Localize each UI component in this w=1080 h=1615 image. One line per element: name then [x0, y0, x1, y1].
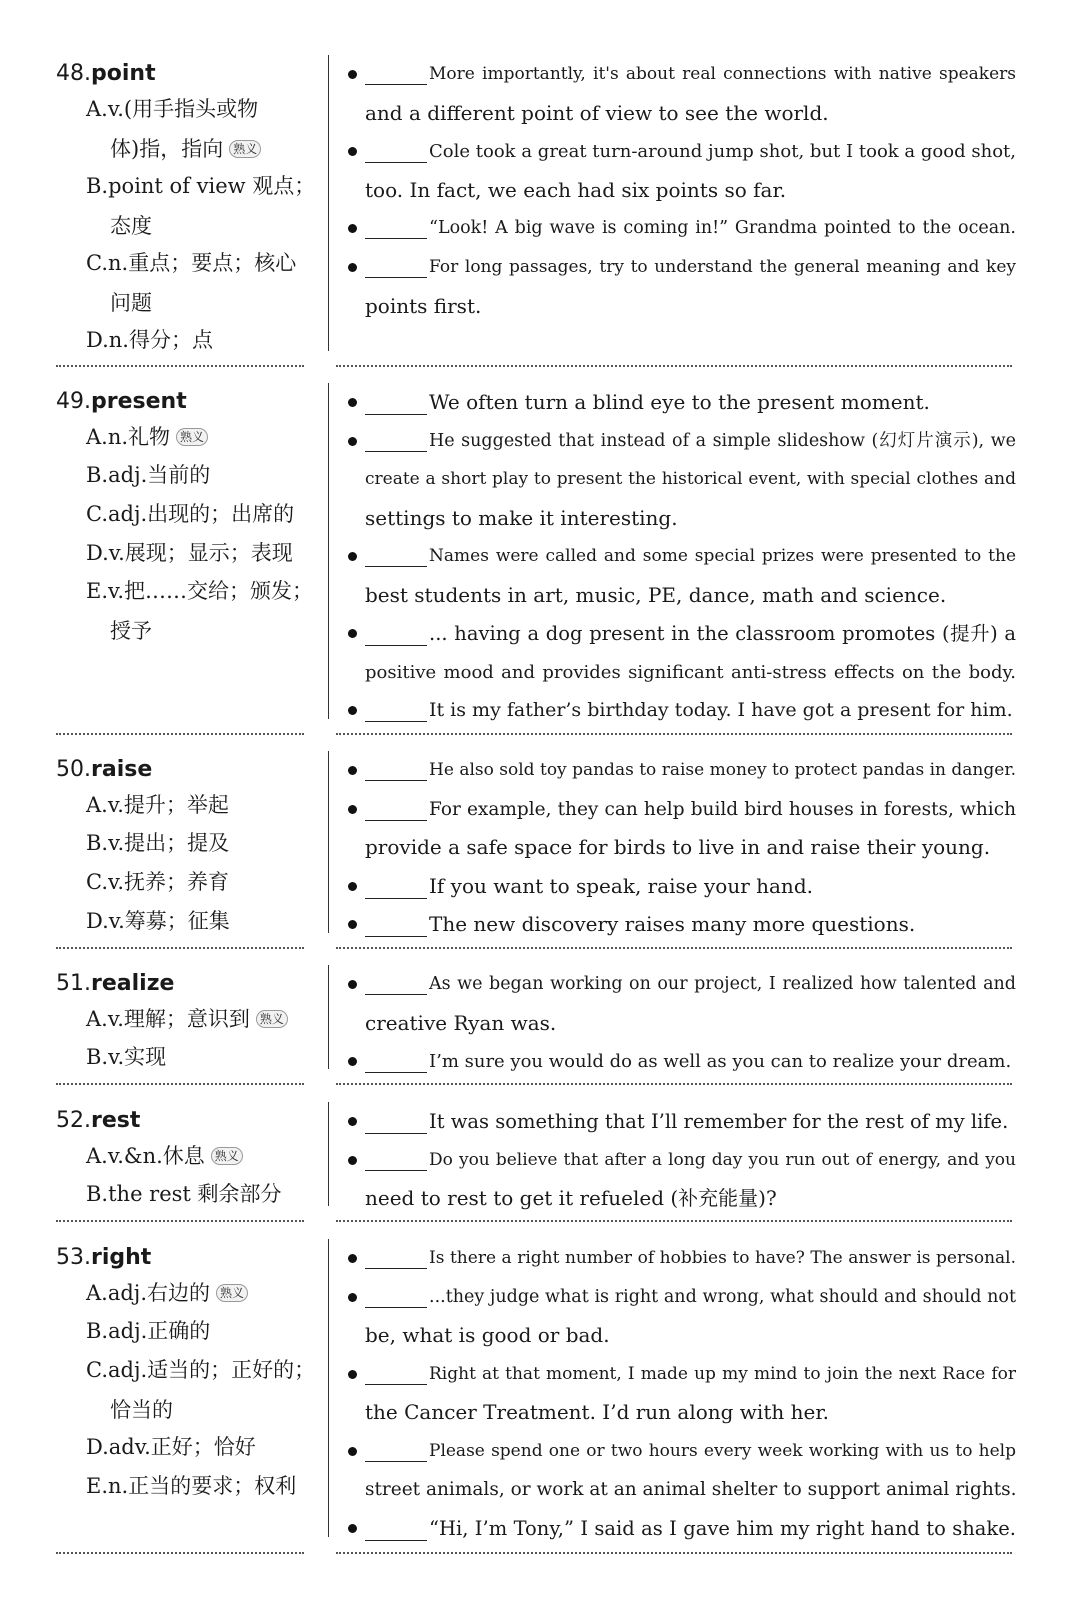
headword: 51.realize [56, 971, 175, 996]
answer-blank[interactable] [365, 251, 427, 278]
familiar-meaning-tag: 熟义 [256, 1010, 288, 1028]
bullet-icon [346, 537, 358, 576]
sense-a: A.n.礼物 熟义 [86, 417, 326, 457]
bullet-icon [346, 132, 358, 171]
answer-blank[interactable] [365, 58, 427, 85]
definition-column [56, 383, 316, 643]
bullet-icon [346, 691, 358, 730]
sense-a: A.v.(用手指头或物 体)指，指向 熟义 [86, 89, 326, 169]
sense-d: D.n.得分；点 [86, 328, 213, 352]
sense-d: D.v.筹募；征集 [86, 909, 230, 933]
definition-column [56, 965, 316, 1069]
answer-blank[interactable] [365, 1046, 427, 1073]
worksheet-page: 48.point A.v.(用手指头或物 体)指，指向 熟义 B.point of view 观点； 态度 C.n.重点；要点；核心 问题 D.n.得分；点 More importantly, it's about real connections with native speakers and a different point of view to see the world. Cole took a great turn-around jump shot, but I took a good shot, too. In fact, we each had six points so far. “Look! A big wave is coming in!” Grandma pointed to the ocean. For long passages, try to understand the general meaning and key points first. 49.present A.n.礼物 熟义 B.adj.当前的 C.adj.出现的；出席的 D.v.展现；显示；表现 E.v.把……交给；颁发； 授予 We often turn a blind eye to the present moment. He suggested that instead of a simple slideshow (幻灯片演示), we create a short play to present the historical event, with special clothes and settings to make it interesting. Names were called and some special prizes were presented to the best students in art, music, PE, dance, math and science. ... having a dog present in the classroom promotes (提升) a positive mood and provides significant anti-stress effects on the body. It is my father’s birthday today. I have got a present for him. 50.raise A.v.提升；举起 B.v.提出；提及 C.v.抚养；养育 D.v.筹募；征集 He also sold toy pandas to raise money to protect pandas in danger. For example, they can help build bird houses in forests, which provide a safe space for birds to live in and raise their young. If you want to speak, raise your hand. The new discovery raises many more questions. 51.realize A.v.理解；意识到 熟义 B.v.实现 As we began working on our project, I realized how talented and creative Ryan was. I’m sure you would do as well as you can to realize your dream. 52.rest A.v.&n.休息 熟义 B.the rest 剩余部分 It was something that I’ll remember for the rest of my life. Do you believe that after a long day you run out of energy, and you need to rest to get it refueled (补充能量)? 53.right A.adj.右边的 熟义 B.adj.正确的 C.adj.适当的；正好的； 恰当的 D.adv.正好；恰好 E.n.正当的要求；权利 Is there a right number of hobbies to have? The answer is personal. ...they judge what is right and wrong, what should and should not be, what is good or bad. Right at that moment, I made up my mind to join the next Race for the Cancer Treatment. I’d run along with her. Please spend one or two hours every week working with us to help street animals, or work at an animal shelter to support animal rights. “Hi, I’m Tony,” I said as I gave him my right hand to shake. [0, 0, 1080, 1615]
bullet-icon [346, 790, 358, 829]
dotted-separator [56, 1083, 304, 1085]
answer-blank[interactable] [365, 968, 427, 995]
dotted-separator [56, 733, 304, 735]
bullet-icon [346, 383, 358, 422]
dotted-separator [56, 365, 304, 367]
sense-b: B.adj.正确的 [86, 1319, 211, 1343]
familiar-meaning-tag: 熟义 [229, 140, 261, 158]
headword: 52.rest [56, 1108, 141, 1133]
sense-c: C.n.重点；要点；核心 问题 [86, 251, 297, 315]
bullet-icon [346, 1239, 358, 1278]
answer-blank[interactable] [365, 910, 427, 937]
sense-d: D.v.展现；显示；表现 [86, 541, 293, 565]
bullet-icon [346, 422, 358, 461]
sense-b: B.v.实现 [86, 1045, 167, 1069]
bullet-icon [346, 209, 358, 248]
answer-blank[interactable] [365, 794, 427, 821]
familiar-meaning-tag: 熟义 [176, 428, 208, 446]
bullet-icon [346, 1102, 358, 1141]
answer-blank[interactable] [365, 212, 427, 239]
bullet-icon [346, 751, 358, 790]
sense-a: A.v.提升；举起 [86, 793, 229, 817]
column-divider [328, 55, 329, 351]
column-divider [328, 751, 329, 933]
headword: 50.raise [56, 757, 153, 782]
dotted-separator [56, 1220, 304, 1222]
bullet-icon [346, 1042, 358, 1081]
answer-blank[interactable] [365, 872, 427, 899]
answer-blank[interactable] [365, 754, 427, 781]
answer-blank[interactable] [365, 1281, 427, 1308]
dotted-separator [336, 733, 1012, 735]
dotted-separator [56, 1552, 304, 1554]
definition-column [56, 1239, 316, 1498]
bullet-icon [346, 1141, 358, 1180]
answer-blank[interactable] [365, 425, 427, 452]
bullet-icon [346, 55, 358, 94]
sense-a: A.adj.右边的 熟义 [86, 1273, 326, 1313]
bullet-icon [346, 248, 358, 287]
dotted-separator [336, 1083, 1012, 1085]
answer-blank[interactable] [365, 1514, 427, 1541]
headword: 48.point [56, 61, 156, 86]
bullet-icon [346, 867, 358, 906]
answer-blank[interactable] [365, 1242, 427, 1269]
bullet-icon [346, 1509, 358, 1548]
column-divider [328, 965, 329, 1069]
bullet-icon [346, 965, 358, 1004]
dotted-separator [336, 947, 1012, 949]
sense-c: C.adj.适当的；正好的； 恰当的 [86, 1358, 316, 1422]
familiar-meaning-tag: 熟义 [211, 1147, 243, 1165]
column-divider [328, 1239, 329, 1537]
bullet-icon [346, 1432, 358, 1471]
dotted-separator [336, 1552, 1012, 1554]
headword: 49.present [56, 389, 187, 414]
sense-c: C.v.抚养；养育 [86, 870, 230, 894]
column-divider [328, 1102, 329, 1206]
sense-a: A.v.&n.休息 熟义 [86, 1136, 326, 1176]
sense-b: B.v.提出；提及 [86, 831, 230, 855]
sense-b: B.point of view 观点； 态度 [86, 174, 316, 238]
answer-blank[interactable] [365, 388, 427, 415]
bullet-icon [346, 1355, 358, 1394]
sense-c: C.adj.出现的；出席的 [86, 502, 295, 526]
dotted-separator [336, 1220, 1012, 1222]
bullet-icon [346, 614, 358, 653]
definition-column [56, 55, 316, 352]
answer-blank[interactable] [365, 1144, 427, 1171]
bullet-icon [346, 1278, 358, 1317]
answer-blank[interactable] [365, 619, 427, 646]
definition-column [56, 751, 316, 933]
answer-blank[interactable] [365, 695, 427, 722]
dotted-separator [56, 947, 304, 949]
sense-e: E.n.正当的要求；权利 [86, 1474, 297, 1498]
familiar-meaning-tag: 熟义 [216, 1284, 248, 1302]
answer-blank[interactable] [365, 540, 427, 567]
sense-b: B.the rest 剩余部分 [86, 1182, 282, 1206]
answer-blank[interactable] [365, 1358, 427, 1385]
answer-blank[interactable] [365, 1107, 427, 1134]
headword: 53.right [56, 1245, 152, 1270]
answer-blank[interactable] [365, 1435, 427, 1462]
sense-b: B.adj.当前的 [86, 463, 211, 487]
dotted-separator [336, 365, 1012, 367]
column-divider [328, 383, 329, 719]
answer-blank[interactable] [365, 136, 427, 163]
bullet-icon [346, 905, 358, 944]
sense-a: A.v.理解；意识到 熟义 [86, 999, 326, 1039]
sense-d: D.adv.正好；恰好 [86, 1435, 256, 1459]
definition-column [56, 1102, 316, 1206]
sense-e: E.v.把……交给；颁发； 授予 [86, 579, 314, 643]
